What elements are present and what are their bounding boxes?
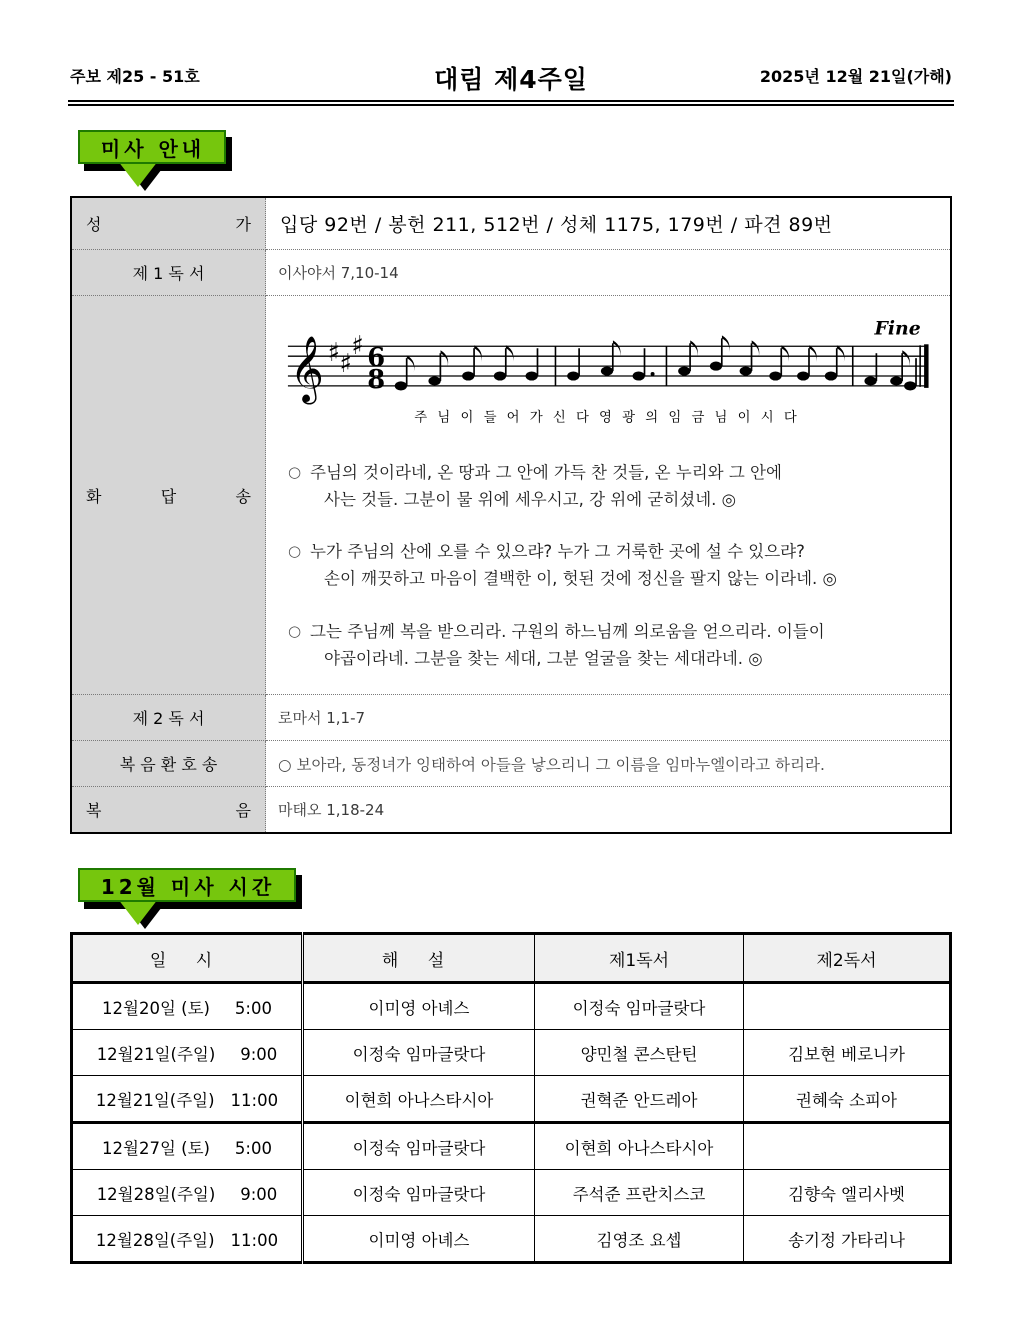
cell-date: 12월21일(주일) — [96, 1044, 216, 1064]
table-row-gospel — [71, 787, 951, 834]
cell-date: 12월20일 (토) — [102, 998, 210, 1018]
row-label-psalm-c: 송 — [235, 486, 251, 506]
score-staff — [280, 316, 934, 436]
row-value-psalm — [266, 296, 952, 695]
row-value-reading2: 로마서 1,1-7 — [266, 695, 952, 741]
row-value-hymn: 입당 92번 / 봉헌 211, 512번 / 성체 1175, 179번 / 파견 89번 — [266, 197, 952, 250]
fine-marking: Fine — [874, 317, 921, 340]
cell-time: 5:00 — [234, 1138, 272, 1158]
cell-datetime — [72, 1123, 303, 1170]
psalm-verse — [288, 539, 926, 592]
psalm-verses — [280, 460, 934, 672]
table-row — [72, 1123, 951, 1170]
psalm-verse — [288, 619, 926, 672]
table-row — [72, 1076, 951, 1123]
row-label-hymn-b: 가 — [235, 215, 251, 234]
page-title: 대림 제4주일 — [434, 65, 588, 94]
psalm-verse — [288, 460, 926, 513]
cell-time: 9:00 — [240, 1044, 278, 1064]
table-row-reading1 — [71, 250, 951, 296]
verse-line: 사는 것들. 그분이 물 위에 세우시고, 강 위에 굳히셨네. ◎ — [324, 489, 737, 509]
cell-date: 12월28일(주일) — [96, 1184, 216, 1204]
table-row-acclamation — [71, 741, 951, 787]
cell-reading1: 이정숙 임마글랏다 — [535, 983, 744, 1030]
verse-line: 주님의 것이라네, 온 땅과 그 안에 가득 찬 것들, 온 누리와 그 안에 — [310, 463, 782, 482]
bulletin-date: 2025년 12월 21일(가해) — [759, 67, 952, 86]
cell-datetime — [72, 1170, 303, 1216]
table-row — [72, 1030, 951, 1076]
cell-narrator: 이정숙 임마글랏다 — [303, 1170, 535, 1216]
table-row-hymn — [71, 197, 951, 250]
score-lyrics: 주 님 이 들 어 가 신 다 영 광 의 임 금 님 이 시 다 — [414, 410, 800, 426]
time-signature-denominator: 8 — [367, 364, 386, 395]
masthead — [70, 60, 952, 96]
row-label-gospel-b: 음 — [235, 801, 251, 821]
row-label-acclamation: 복 음 환 호 송 — [71, 741, 266, 787]
sharp-icon-3: ♯ — [351, 331, 364, 362]
acclamation-bullet-icon: ○ — [278, 755, 292, 774]
time-signature-numerator: 6 — [367, 343, 386, 374]
cell-reading1: 이현희 아나스타시아 — [535, 1123, 744, 1170]
cell-narrator: 이현희 아나스타시아 — [303, 1076, 535, 1123]
cell-reading2: 김향숙 엘리사벳 — [744, 1170, 951, 1216]
header-divider — [68, 100, 954, 106]
cell-narrator: 이미영 아녜스 — [303, 1216, 535, 1263]
column-header-reading1: 제1독서 — [535, 934, 744, 983]
row-label-psalm-a: 화 — [86, 486, 102, 506]
banner-label: 미사 안내 — [100, 136, 206, 161]
cell-datetime — [72, 1030, 303, 1076]
cell-date: 12월27일 (토) — [102, 1138, 210, 1158]
cell-date: 12월21일(주일) — [95, 1090, 215, 1110]
banner-mass-info — [78, 130, 226, 164]
table-row — [72, 1216, 951, 1263]
cell-date: 12월28일(주일) — [95, 1230, 215, 1250]
column-header-narrator: 해 설 — [303, 934, 535, 983]
bulletin-number: 주보 제25 - 51호 — [70, 67, 200, 86]
row-value-acclamation — [266, 741, 952, 787]
table-row-reading2 — [71, 695, 951, 741]
cell-reading2: 권혜숙 소피아 — [744, 1076, 951, 1123]
table-row — [72, 983, 951, 1030]
measure-1 — [395, 345, 539, 390]
acclamation-text: 보아라, 동정녀가 잉태하여 아들을 낳으리니 그 이름을 임마누엘이라고 하리라. — [296, 755, 825, 774]
cell-time: 9:00 — [240, 1184, 278, 1204]
banner-body — [78, 868, 296, 902]
row-value-gospel: 마태오 1,18-24 — [266, 787, 952, 834]
cell-reading1: 주석준 프란치스코 — [535, 1170, 744, 1216]
treble-clef-icon: 𝄞 — [289, 334, 324, 402]
cell-datetime — [72, 1216, 303, 1263]
psalm-score — [280, 316, 934, 436]
verse-bullet-icon: ○ — [288, 621, 302, 640]
cell-reading2 — [744, 983, 951, 1030]
cell-reading2: 송기정 가타리나 — [744, 1216, 951, 1263]
cell-reading2 — [744, 1123, 951, 1170]
row-value-reading1: 이사야서 7,10-14 — [266, 250, 952, 296]
final-barline — [924, 344, 928, 388]
column-header-reading2: 제2독서 — [744, 934, 951, 983]
cell-narrator: 이정숙 임마글랏다 — [303, 1030, 535, 1076]
verse-line: 그는 주님께 복을 받으리라. 구원의 하느님께 의로움을 얻으리라. 이들이 — [310, 621, 825, 641]
banner-tail-arrow-icon — [118, 161, 158, 187]
verse-line: 야곱이라네. 그분을 찾는 세대, 그분 얼굴을 찾는 세대라네. ◎ — [324, 648, 763, 668]
banner-schedule — [78, 868, 296, 902]
banner-tail-arrow-icon — [118, 899, 158, 925]
sharp-icon-2: ♯ — [339, 349, 352, 380]
verse-line: 손이 깨끗하고 마음이 결백한 이, 헛된 것에 정신을 팔지 않는 이라네. ◎ — [324, 569, 837, 589]
cell-datetime — [72, 1076, 303, 1123]
row-label-psalm — [71, 296, 266, 695]
row-label-gospel-a: 복 — [86, 801, 102, 821]
cell-reading1: 양민철 콘스탄틴 — [535, 1030, 744, 1076]
verse-bullet-icon: ○ — [288, 463, 302, 481]
verse-bullet-icon: ○ — [288, 542, 302, 561]
banner-body — [78, 130, 226, 164]
row-label-reading2: 제 2 독 서 — [71, 695, 266, 741]
row-label-gospel — [71, 787, 266, 834]
cell-time: 11:00 — [230, 1230, 279, 1250]
verse-line: 누가 주님의 산에 오를 수 있으랴? 누가 그 거룩한 곳에 설 수 있으랴? — [310, 542, 805, 562]
cell-narrator: 이미영 아녜스 — [303, 983, 535, 1030]
sharp-icon-1: ♯ — [327, 338, 341, 369]
cell-reading2: 김보현 베로니카 — [744, 1030, 951, 1076]
banner-label: 12월 미사 시간 — [100, 874, 276, 899]
cell-time: 11:00 — [230, 1090, 279, 1110]
cell-datetime — [72, 983, 303, 1030]
column-header-datetime: 일 시 — [72, 934, 303, 983]
row-label-psalm-b: 답 — [160, 486, 177, 506]
cell-reading1: 권혁준 안드레아 — [535, 1076, 744, 1123]
cell-reading1: 김영조 요셉 — [535, 1216, 744, 1263]
table-row-psalm — [71, 296, 951, 695]
row-label-hymn-a: 성 — [86, 215, 102, 234]
cell-narrator: 이정숙 임마글랏다 — [303, 1123, 535, 1170]
table-row — [72, 1170, 951, 1216]
schedule-header-row — [72, 934, 951, 983]
row-label-hymn — [71, 197, 266, 250]
measure-3 — [678, 335, 844, 380]
cell-time: 5:00 — [234, 998, 272, 1018]
row-label-reading1: 제 1 독 서 — [71, 250, 266, 296]
liturgy-table — [70, 196, 952, 834]
schedule-table — [70, 932, 952, 1264]
